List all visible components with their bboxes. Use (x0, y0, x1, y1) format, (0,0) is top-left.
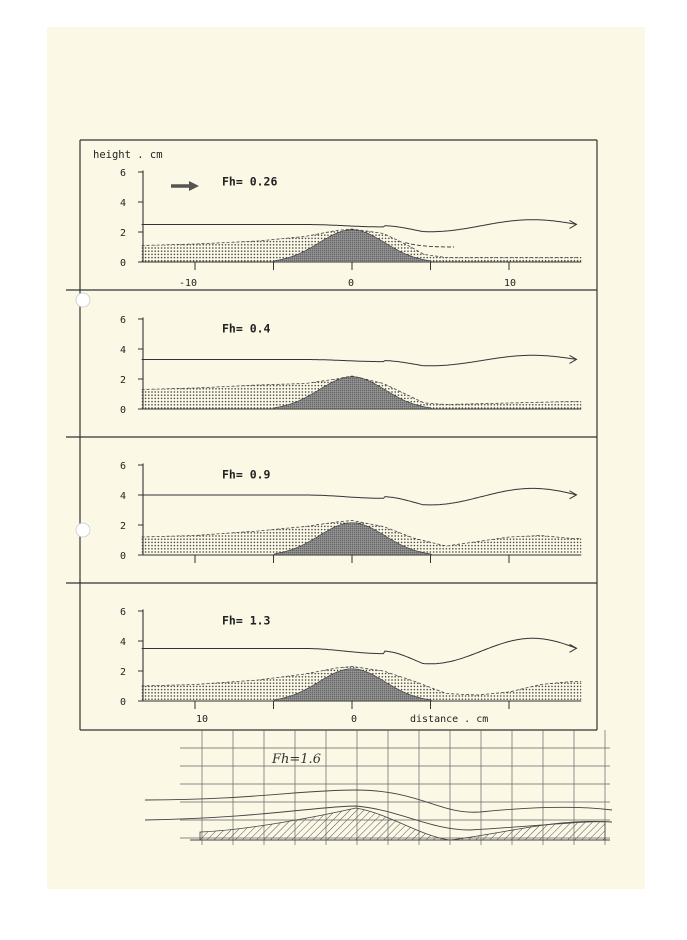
sketch-label: Fh=1.6 (272, 752, 321, 767)
panel-fh-0-4 (120, 315, 581, 416)
x-tick-label-0-bottom: 0 (351, 714, 358, 725)
y-tick-label: 4 (120, 198, 127, 209)
sketch-fh-1-6 (145, 730, 612, 845)
panel-fh-0-9 (120, 461, 581, 563)
froude-label: Fh= 1.3 (222, 613, 271, 628)
panels-frame (66, 140, 597, 730)
flow-line (142, 638, 577, 664)
y-tick-label: 2 (120, 521, 127, 532)
froude-label: Fh= 0.26 (222, 174, 278, 189)
y-tick-label: 0 (120, 697, 127, 708)
y-tick-label: 2 (120, 667, 127, 678)
froude-label: Fh= 0.4 (222, 321, 271, 336)
y-tick-label: 4 (120, 491, 127, 502)
panel-fh-0-26 (120, 168, 581, 289)
flow-line (142, 488, 577, 505)
x-tick-label: 0 (348, 278, 355, 289)
y-tick-label: 0 (120, 551, 127, 562)
y-tick-label: 4 (120, 637, 127, 648)
flow-line (142, 220, 577, 232)
y-tick-label: 0 (120, 405, 127, 416)
y-tick-label: 6 (120, 607, 127, 618)
x-tick-label: 10 (504, 278, 517, 289)
sketch-sediment (200, 808, 605, 840)
y-tick-label: 6 (120, 168, 127, 179)
y-tick-label: 0 (120, 258, 127, 269)
y-tick-label: 2 (120, 228, 127, 239)
y-tick-label: 6 (120, 315, 127, 326)
punch-hole (76, 293, 90, 307)
punch-hole (76, 523, 90, 537)
sketch-flow-line (145, 790, 612, 812)
y-tick-label: 6 (120, 461, 127, 472)
dashed-trace (405, 243, 454, 248)
froude-label: Fh= 0.9 (222, 467, 271, 482)
x-axis-title: distance . cm (410, 714, 489, 725)
panel-fh-1-3 (120, 607, 581, 709)
y-tick-label: 4 (120, 345, 127, 356)
y-tick-label: 2 (120, 375, 127, 386)
x-tick-label: -10 (179, 278, 198, 289)
flow-line (142, 355, 577, 366)
flow-direction-arrow-head (189, 181, 199, 191)
x-tick-label-10-bottom: 10 (196, 714, 209, 725)
y-axis-title: height . cm (93, 149, 163, 161)
